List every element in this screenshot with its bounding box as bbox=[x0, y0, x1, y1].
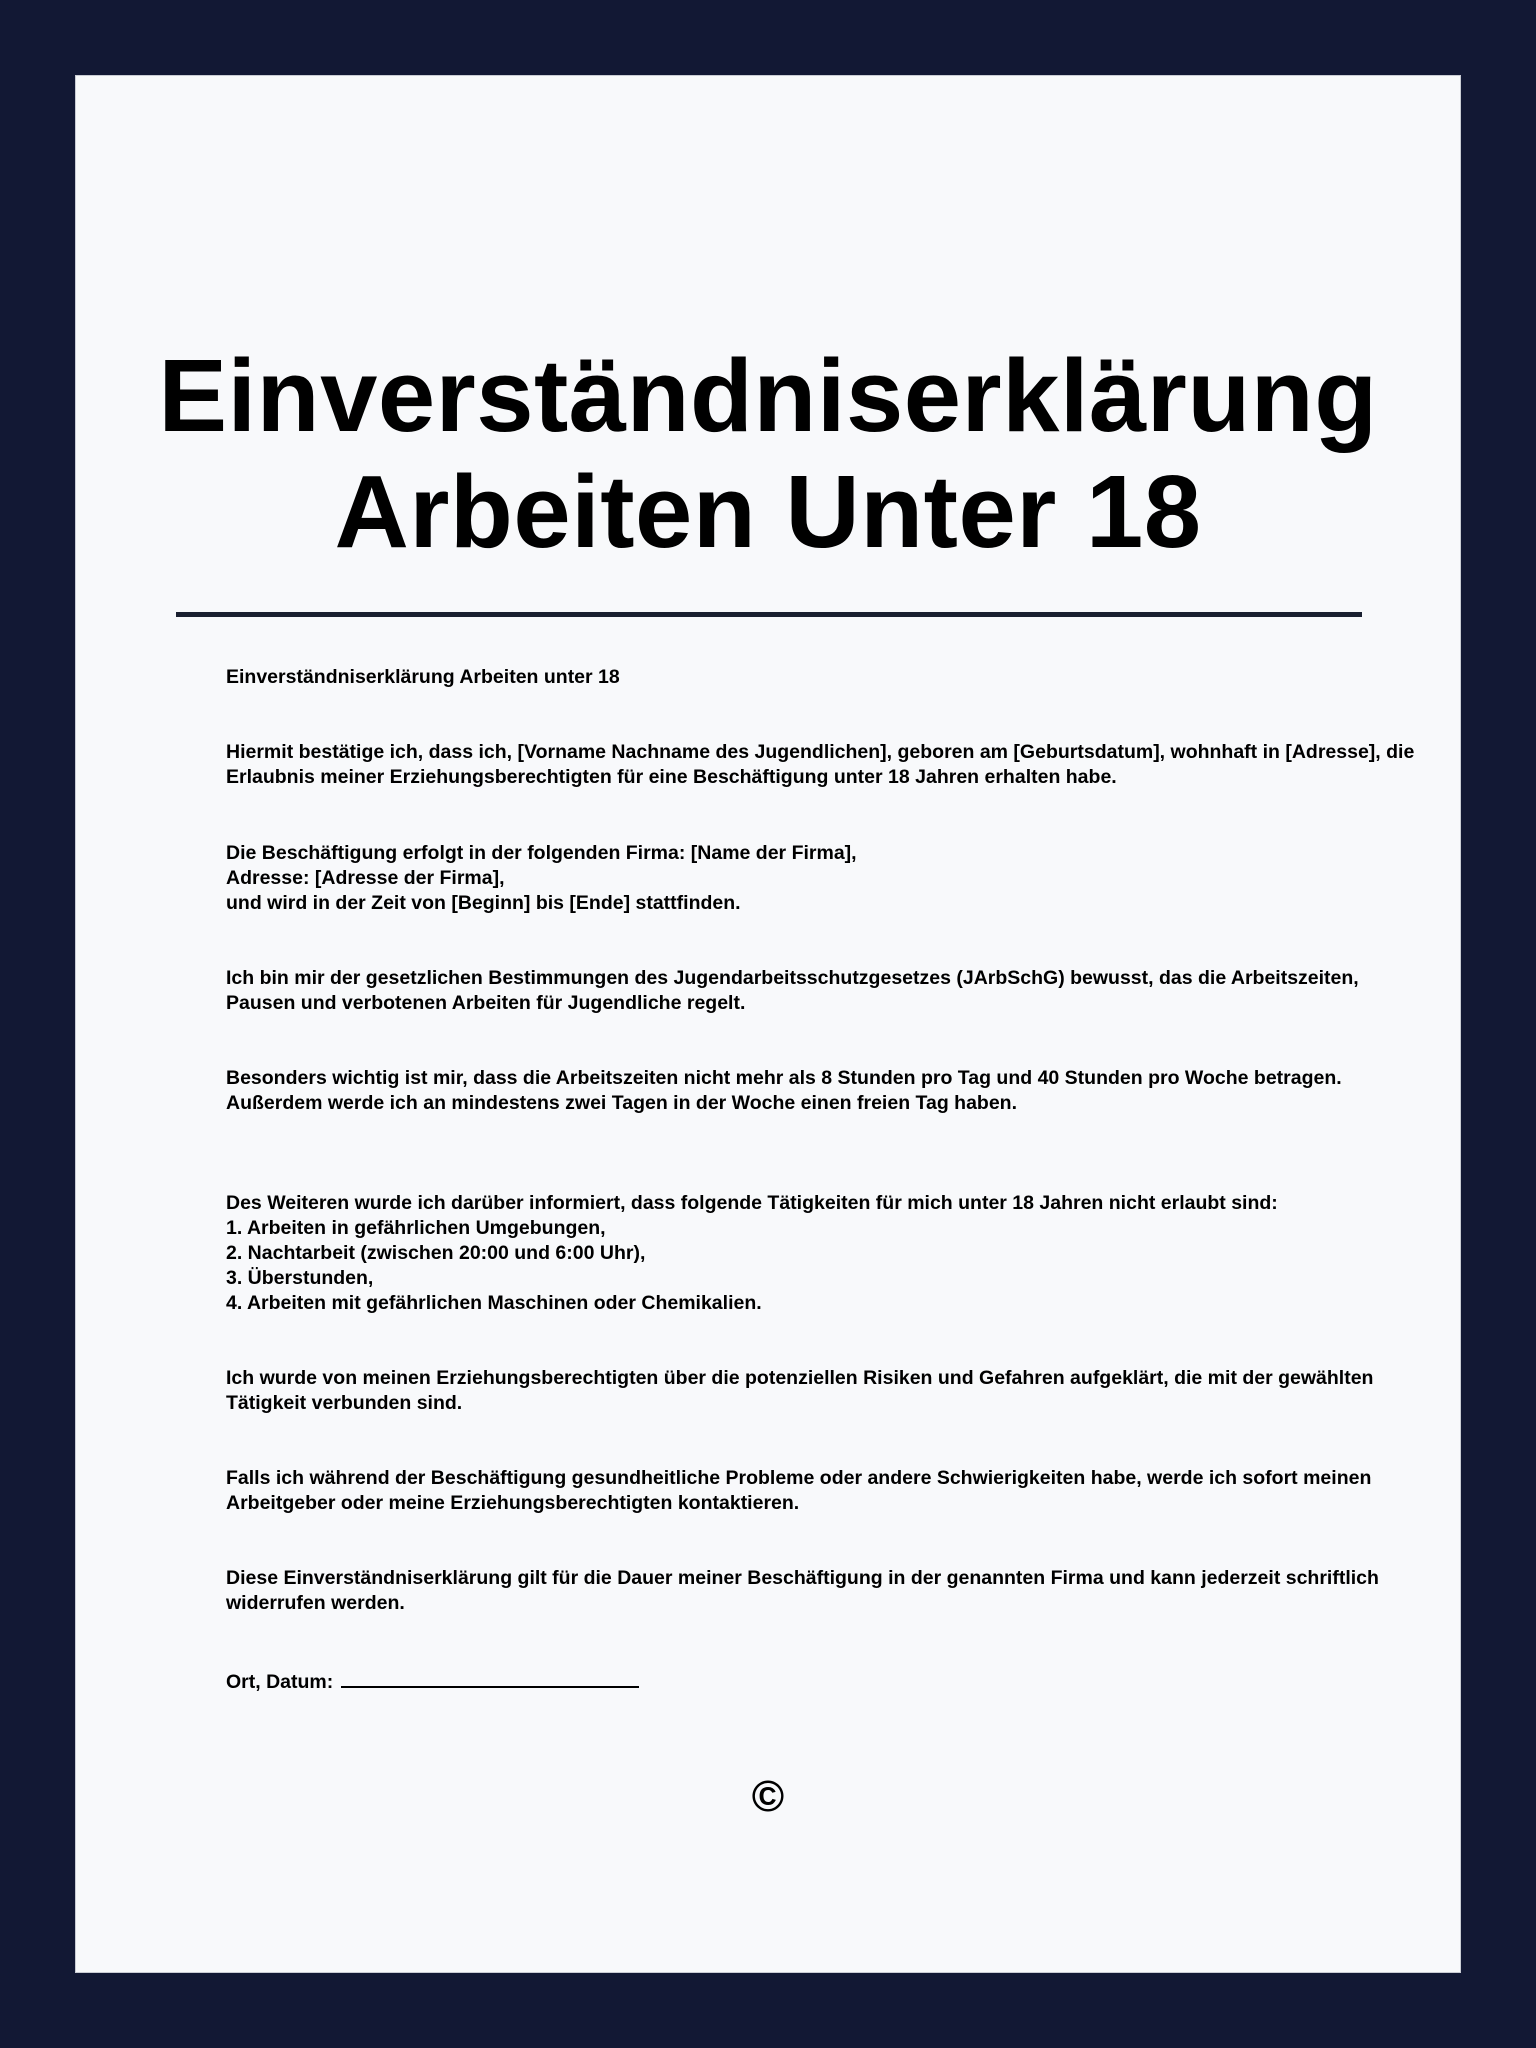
signature-row bbox=[226, 1666, 1416, 1695]
paragraph-hours: Besonders wichtig ist mir, dass die Arbeitszeiten nicht mehr als 8 Stunden pro Tag und 40 Stunden pro Woche betragen. Außerdem werde ich an mindestens zwei Tagen in der Woche einen freien Tag haben. bbox=[226, 1067, 1342, 1114]
paragraph-heading: Einverständniserklärung Arbeiten unter 18 bbox=[226, 666, 620, 688]
paragraph-risks: Ich wurde von meinen Erziehungsberechtigten über die potenziellen Risiken und Gefahren aufgeklärt, die mit der gewählten Tätigkeit verbunden sind. bbox=[226, 1367, 1374, 1414]
title-line-1: Einverständniserklärung bbox=[158, 338, 1378, 453]
title-divider bbox=[176, 612, 1362, 617]
document-title bbox=[76, 338, 1460, 570]
paragraph-validity: Diese Einverständniserklärung gilt für die Dauer meiner Beschäftigung in der genannten Firma und kann jederzeit schriftlich widerrufen werden. bbox=[226, 1567, 1379, 1614]
paragraph-employment: Die Beschäftigung erfolgt in der folgenden Firma: [Name der Firma], Adresse: [Adresse der Firma], und wird in der Zeit von [Beginn] bis [Ende] stattfinden. bbox=[226, 842, 857, 914]
paragraph-prohibited: Des Weiteren wurde ich darüber informiert, dass folgende Tätigkeiten für mich unter 18 Jahren nicht erlaubt sind: 1. Arbeiten in gefährlichen Umgebungen, 2. Nachtarbeit (zwischen 20:00 und 6:00 Uhr), 3. Überstunden, 4. Arbeiten mit gefährlichen Maschinen oder Chemikalien. bbox=[226, 1192, 1278, 1314]
paragraph-law: Ich bin mir der gesetzlichen Bestimmungen des Jugendarbeitsschutzgesetzes (JArbSchG) bewusst, das die Arbeitszeiten, Pausen und verbotenen Arbeiten für Jugendliche regelt. bbox=[226, 967, 1359, 1014]
document-page bbox=[75, 75, 1461, 1973]
signature-label: Ort, Datum: bbox=[226, 1671, 334, 1693]
paragraph-problems: Falls ich während der Beschäftigung gesundheitliche Probleme oder andere Schwierigkeiten habe, werde ich sofort meinen Arbeitgeber oder meine Erziehungsberechtigten kontaktieren. bbox=[226, 1467, 1372, 1514]
signature-line[interactable] bbox=[341, 1666, 639, 1688]
copyright-icon: © bbox=[751, 1772, 785, 1821]
title-line-2: Arbeiten Unter 18 bbox=[334, 454, 1202, 569]
paragraph-confirmation: Hiermit bestätige ich, dass ich, [Vorname Nachname des Jugendlichen], geboren am [Geburtsdatum], wohnhaft in [Adresse], die Erlaubnis meiner Erziehungsberechtigten für eine Beschäftigung unter 18 Jahren erhalten habe. bbox=[226, 741, 1415, 788]
